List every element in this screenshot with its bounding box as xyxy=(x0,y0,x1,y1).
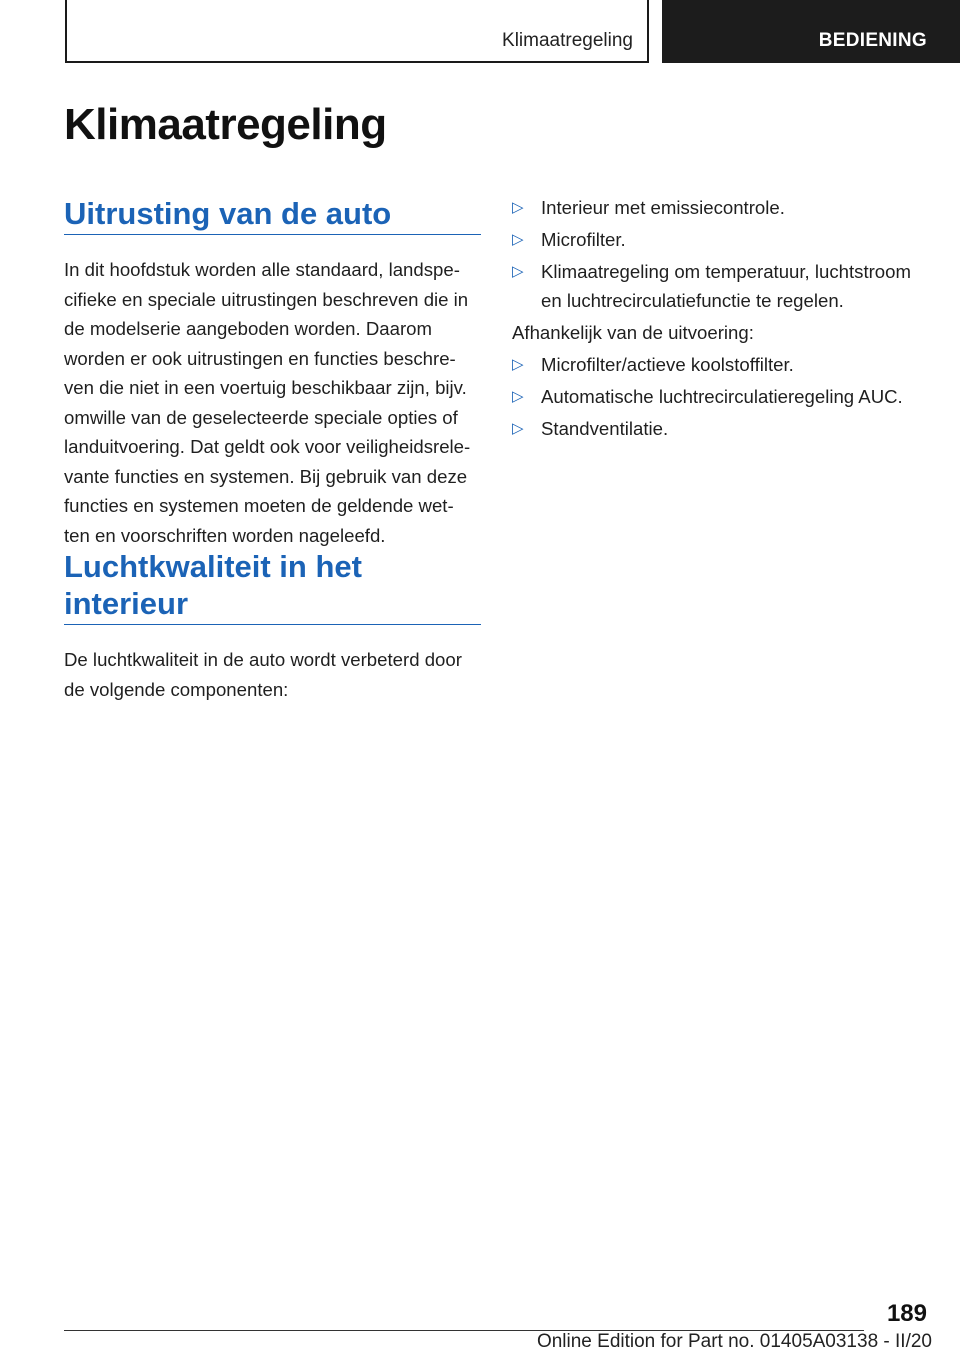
header-chapter-tab xyxy=(662,0,960,63)
section-rule xyxy=(64,234,481,235)
paragraph-line: de modelserie aangeboden worden. Daarom xyxy=(64,318,432,339)
header-section-box xyxy=(65,0,649,63)
paragraph-line: ten en voorschriften worden nageleefd. xyxy=(64,524,386,546)
triangle-bullet-icon: ▷ xyxy=(512,199,524,216)
list-item xyxy=(512,193,932,222)
list-item xyxy=(512,350,932,379)
triangle-bullet-icon: ▷ xyxy=(512,356,524,373)
section-paragraph-uitrusting xyxy=(64,255,480,550)
list-item-text: Standventilatie. xyxy=(541,418,669,439)
footer-edition: Online Edition for Part no. 01405A03138 - II/20 xyxy=(536,1331,932,1352)
list-item-text: Automatische luchtrecirculatieregeling AUC. xyxy=(541,386,903,407)
list-item-text: en luchtrecirculatiefunctie te regelen. xyxy=(541,290,844,311)
paragraph-line: cifieke en speciale uitrustingen beschreven die in xyxy=(64,288,469,310)
paragraph-line: functies en systemen moeten de geldende wet- xyxy=(64,495,454,516)
triangle-bullet-icon: ▷ xyxy=(512,263,524,280)
list-item xyxy=(512,257,932,315)
paragraph-line: worden er ook uitrustingen en functies beschre- xyxy=(64,347,456,369)
list-item-text: Microfilter/actieve koolstoffilter. xyxy=(541,354,794,375)
paragraph-line: De luchtkwaliteit in de auto wordt verbeterd door xyxy=(64,649,462,670)
paragraph-line: omwille van de geselecteerde speciale opties of xyxy=(64,406,458,428)
page-title: Klimaatregeling xyxy=(64,100,387,149)
header-section-label: Klimaatregeling xyxy=(502,30,633,51)
heading-line: Luchtkwaliteit in het xyxy=(64,549,362,584)
paragraph-line: vante functies en systemen. Bij gebruik van deze xyxy=(64,465,468,487)
triangle-bullet-icon: ▷ xyxy=(512,420,524,437)
list-item xyxy=(512,414,932,443)
section-rule xyxy=(64,624,481,625)
list-item xyxy=(512,382,932,411)
triangle-bullet-icon: ▷ xyxy=(512,388,524,405)
list-item-text: Klimaatregeling om temperatuur, luchtstroom xyxy=(541,261,911,282)
component-list xyxy=(512,193,932,446)
paragraph-line: landuitvoering. Dat geldt ook voor veiligheidsrele- xyxy=(64,436,471,457)
paragraph-line: de volgende componenten: xyxy=(64,678,289,700)
section-heading-luchtkwaliteit xyxy=(64,548,480,622)
page-number: 189 xyxy=(886,1300,927,1327)
paragraph-line: ven die niet in een voertuig beschikbaar zijn, bijv. xyxy=(64,377,467,398)
section-heading-uitrusting: Uitrusting van de auto xyxy=(64,196,392,231)
heading-line: interieur xyxy=(64,586,189,621)
section-paragraph-luchtkwaliteit xyxy=(64,645,480,704)
paragraph-line: In dit hoofdstuk worden alle standaard, landspe- xyxy=(64,259,460,280)
triangle-bullet-icon: ▷ xyxy=(512,231,524,248)
list-item xyxy=(512,225,932,254)
variant-intro: Afhankelijk van de uitvoering: xyxy=(512,322,754,343)
list-item-text: Microfilter. xyxy=(541,229,626,250)
header-chapter-label: BEDIENING xyxy=(818,30,927,51)
list-item-text: Interieur met emissiecontrole. xyxy=(541,197,785,218)
